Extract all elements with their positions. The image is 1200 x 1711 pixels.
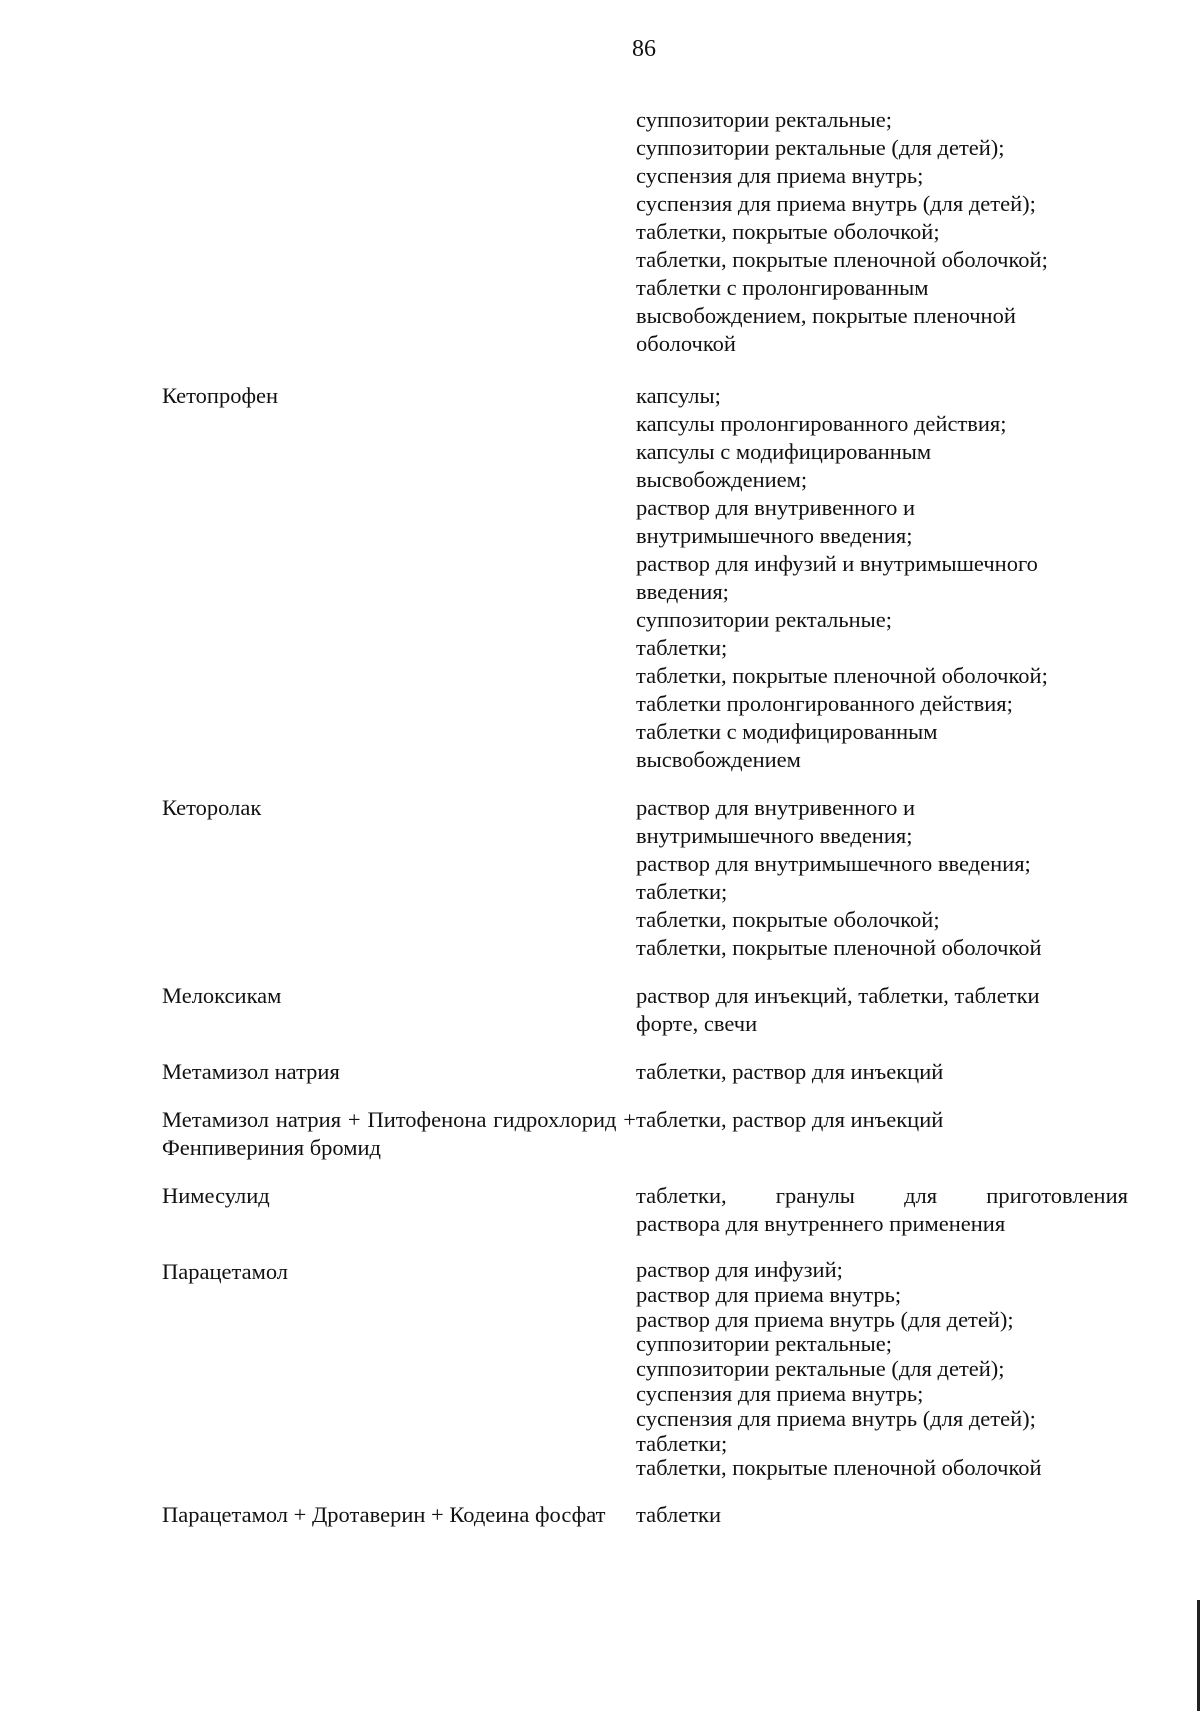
dosage-form-line: таблетки, покрытые оболочкой; — [636, 907, 940, 932]
dosage-form-line: раствор для приема внутрь; — [636, 1281, 902, 1307]
dosage-form-line: суппозитории ректальные (для детей); — [636, 1356, 1005, 1382]
dosage-form-line: раствор для инфузий; — [636, 1257, 843, 1282]
dosage-forms — [636, 1258, 1128, 1481]
dosage-form-line: суспензия для приема внутрь (для детей); — [636, 191, 1036, 216]
dosage-forms — [636, 1501, 1128, 1529]
dosage-form-line: раствор для внутривенного и — [636, 495, 916, 520]
table-row — [162, 1258, 1128, 1481]
drug-name: Мелоксикам — [162, 983, 282, 1008]
dosage-form-line: таблетки, гранулы для приготовления — [636, 1183, 1128, 1208]
dosage-form-line: введения; — [636, 579, 729, 604]
dosage-form-line: таблетки, покрытые пленочной оболочкой — [636, 935, 1042, 960]
dosage-form-line: раствор для инъекций, таблетки, таблетки — [636, 983, 1040, 1008]
dosage-form-line: суппозитории ректальные; — [636, 1331, 892, 1357]
dosage-forms — [636, 106, 1128, 358]
dosage-form-line: капсулы с модифицированным — [636, 439, 932, 464]
dosage-form-line: таблетки; — [636, 1430, 728, 1456]
dosage-form-line: раствора для внутреннего применения — [636, 1211, 1006, 1236]
dosage-form-line: таблетки, раствор для инъекций — [636, 1107, 944, 1132]
dosage-form-line: таблетки, покрытые оболочкой; — [636, 219, 940, 244]
dosage-form-line: таблетки, покрытые пленочной оболочкой; — [636, 247, 1048, 272]
dosage-form-line: таблетки с пролонгированным — [636, 275, 929, 300]
dosage-form-line: форте, свечи — [636, 1011, 758, 1036]
dosage-forms — [636, 1182, 1128, 1238]
dosage-form-line: суспензия для приема внутрь; — [636, 1380, 924, 1406]
table-row — [162, 1182, 1128, 1238]
drug-name: Парацетамол + Дротаверин + Кодеина фосфат — [162, 1502, 606, 1528]
page-number: 86 — [632, 36, 656, 62]
table-row — [162, 1106, 1128, 1162]
drug-name: Метамизол натрия — [162, 1059, 340, 1084]
table-row — [162, 1058, 1128, 1086]
dosage-form-line: таблетки, покрытые пленочной оболочкой; — [636, 663, 1048, 688]
table-row — [162, 1501, 1128, 1529]
dosage-form-line: суппозитории ректальные; — [636, 107, 892, 132]
dosage-form-line: высвобождением — [636, 747, 801, 772]
dosage-form-line: высвобождением; — [636, 467, 808, 492]
dosage-form-line: суппозитории ректальные; — [636, 607, 892, 632]
dosage-form-line: суспензия для приема внутрь (для детей); — [636, 1405, 1036, 1431]
dosage-form-line: раствор для внутривенного и — [636, 795, 916, 820]
drug-name: Метамизол натрия + Питофенона гидрохлорид + Фенпивериния бромид — [162, 1107, 636, 1160]
table-row — [162, 794, 1128, 962]
dosage-form-line: таблетки с модифицированным — [636, 719, 938, 744]
dosage-form-line: оболочкой — [636, 331, 736, 356]
dosage-form-line: суппозитории ректальные (для детей); — [636, 135, 1005, 160]
drug-name: Кеторолак — [162, 795, 262, 820]
dosage-form-line: раствор для внутримышечного введения; — [636, 851, 1031, 876]
table-row — [162, 106, 1128, 358]
dosage-form-line: высвобождением, покрытые пленочной — [636, 303, 1016, 328]
dosage-forms — [636, 1058, 1128, 1086]
dosage-form-line: внутримышечного введения; — [636, 523, 913, 548]
dosage-forms — [636, 1106, 1128, 1134]
dosage-forms — [636, 794, 1128, 962]
dosage-form-line: таблетки, раствор для инъекций — [636, 1059, 944, 1084]
table-row — [162, 382, 1128, 774]
drug-name: Нимесулид — [162, 1183, 270, 1208]
dosage-form-line: капсулы пролонгированного действия; — [636, 411, 1007, 436]
dosage-form-line: таблетки — [636, 1502, 722, 1528]
dosage-form-line: внутримышечного введения; — [636, 823, 913, 848]
dosage-form-line: раствор для приема внутрь (для детей); — [636, 1306, 1014, 1332]
dosage-form-line: таблетки пролонгированного действия; — [636, 691, 1013, 716]
drug-table — [162, 106, 1128, 1549]
dosage-form-line: таблетки; — [636, 635, 728, 660]
drug-name: Кетопрофен — [162, 383, 279, 408]
dosage-forms — [636, 382, 1128, 774]
dosage-form-line: таблетки, покрытые пленочной оболочкой — [636, 1455, 1042, 1481]
dosage-forms — [636, 982, 1128, 1038]
dosage-form-line: раствор для инфузий и внутримышечного — [636, 551, 1038, 576]
dosage-form-line: суспензия для приема внутрь; — [636, 163, 924, 188]
table-row — [162, 982, 1128, 1038]
drug-name: Парацетамол — [162, 1259, 289, 1284]
dosage-form-line: капсулы; — [636, 383, 721, 408]
dosage-form-line: таблетки; — [636, 879, 728, 904]
